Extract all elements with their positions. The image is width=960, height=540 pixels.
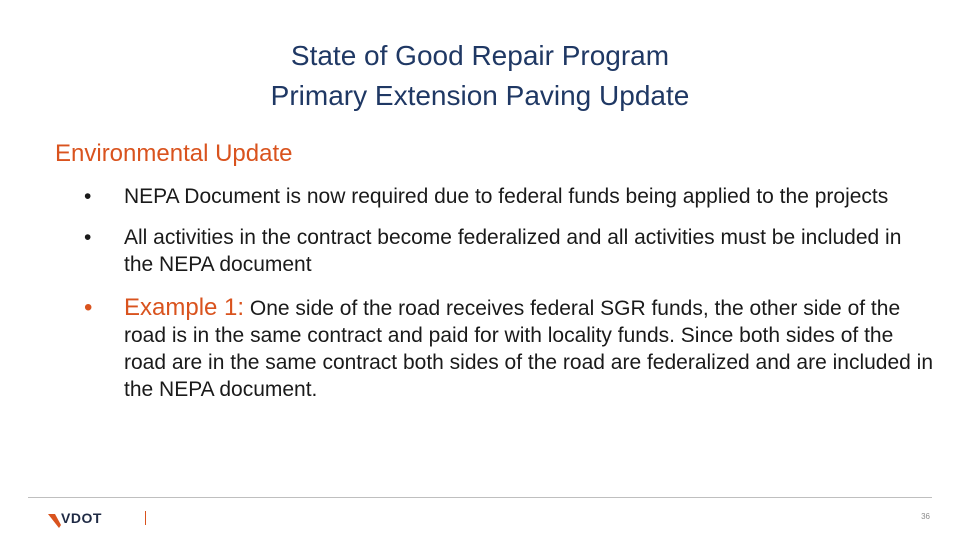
section-heading: Environmental Update: [55, 140, 293, 167]
slide-title: [0, 36, 960, 116]
bullet-lead: Example 1:: [124, 294, 245, 321]
footer-separator: [145, 511, 146, 525]
bullet-list: [84, 183, 934, 403]
vdot-logo: [46, 508, 122, 530]
bullet-marker: •: [84, 226, 92, 249]
bullet-marker: •: [84, 294, 93, 321]
bullet-item-1: [84, 183, 934, 210]
bullet-text: One side of the road receives federal SGR funds, the other side of the road is in the same contract and paid for with locality funds. Since both sides of the road are in the same contract both sides of the road are federalized and are included in the NEPA document.: [124, 297, 934, 401]
bullet-marker: •: [84, 185, 92, 208]
bullet-text: All activities in the contract become federalized and all activities must be included in the NEPA document: [124, 226, 902, 276]
vdot-logo-swoosh-icon: [48, 514, 61, 528]
slide-title-line-1: State of Good Repair Program: [290, 40, 670, 71]
bullet-item-3: [84, 294, 934, 403]
vdot-logo-text: VDOT: [61, 510, 102, 526]
page-number: 36: [921, 512, 930, 521]
footer-divider: [28, 497, 932, 498]
slide-title-line-2: Primary Extension Paving Update: [270, 80, 690, 111]
bullet-text: NEPA Document is now required due to federal funds being applied to the projects: [124, 185, 889, 208]
bullet-item-2: [84, 224, 934, 278]
